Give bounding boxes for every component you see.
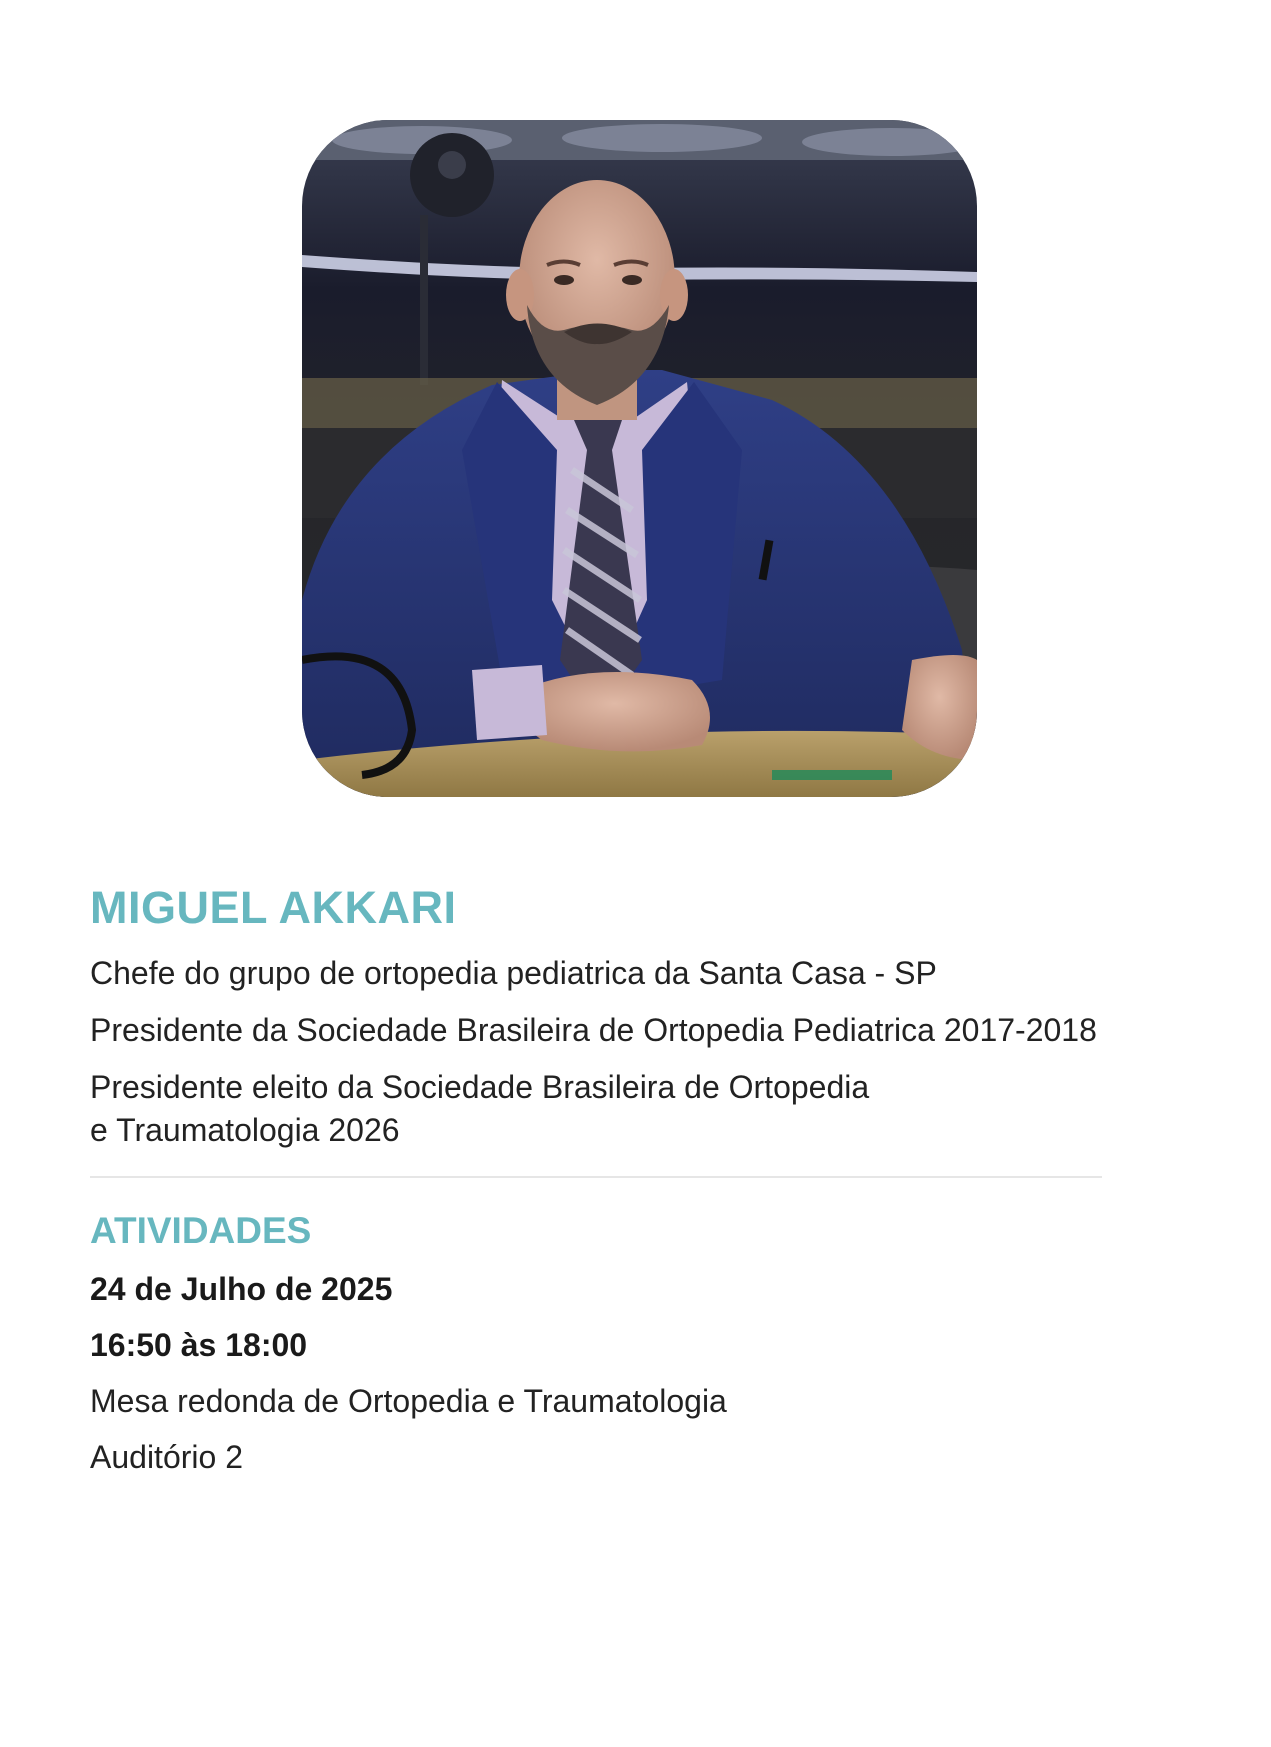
speaker-role-2: Presidente da Sociedade Brasileira de Ortopedia Pediatrica 2017-2018 [90, 1012, 1097, 1048]
speaker-role-1: Chefe do grupo de ortopedia pediatrica da Santa Casa - SP [90, 955, 937, 991]
speaker-photo [302, 120, 977, 797]
speaker-name: MIGUEL AKKARI [90, 882, 457, 933]
activity-room: Auditório 2 [90, 1439, 243, 1475]
activity-time: 16:50 às 18:00 [90, 1327, 308, 1363]
activity-date: 24 de Julho de 2025 [90, 1271, 393, 1307]
section-divider [90, 1176, 1102, 1178]
speaker-portrait-image [302, 120, 977, 797]
speaker-info [90, 878, 1210, 1478]
activities-title: ATIVIDADES [90, 1210, 312, 1251]
speaker-role-3: Presidente eleito da Sociedade Brasileira de Ortopedia e Traumatologia 2026 [90, 1069, 870, 1148]
activity-description: Mesa redonda de Ortopedia e Traumatologia [90, 1383, 727, 1419]
